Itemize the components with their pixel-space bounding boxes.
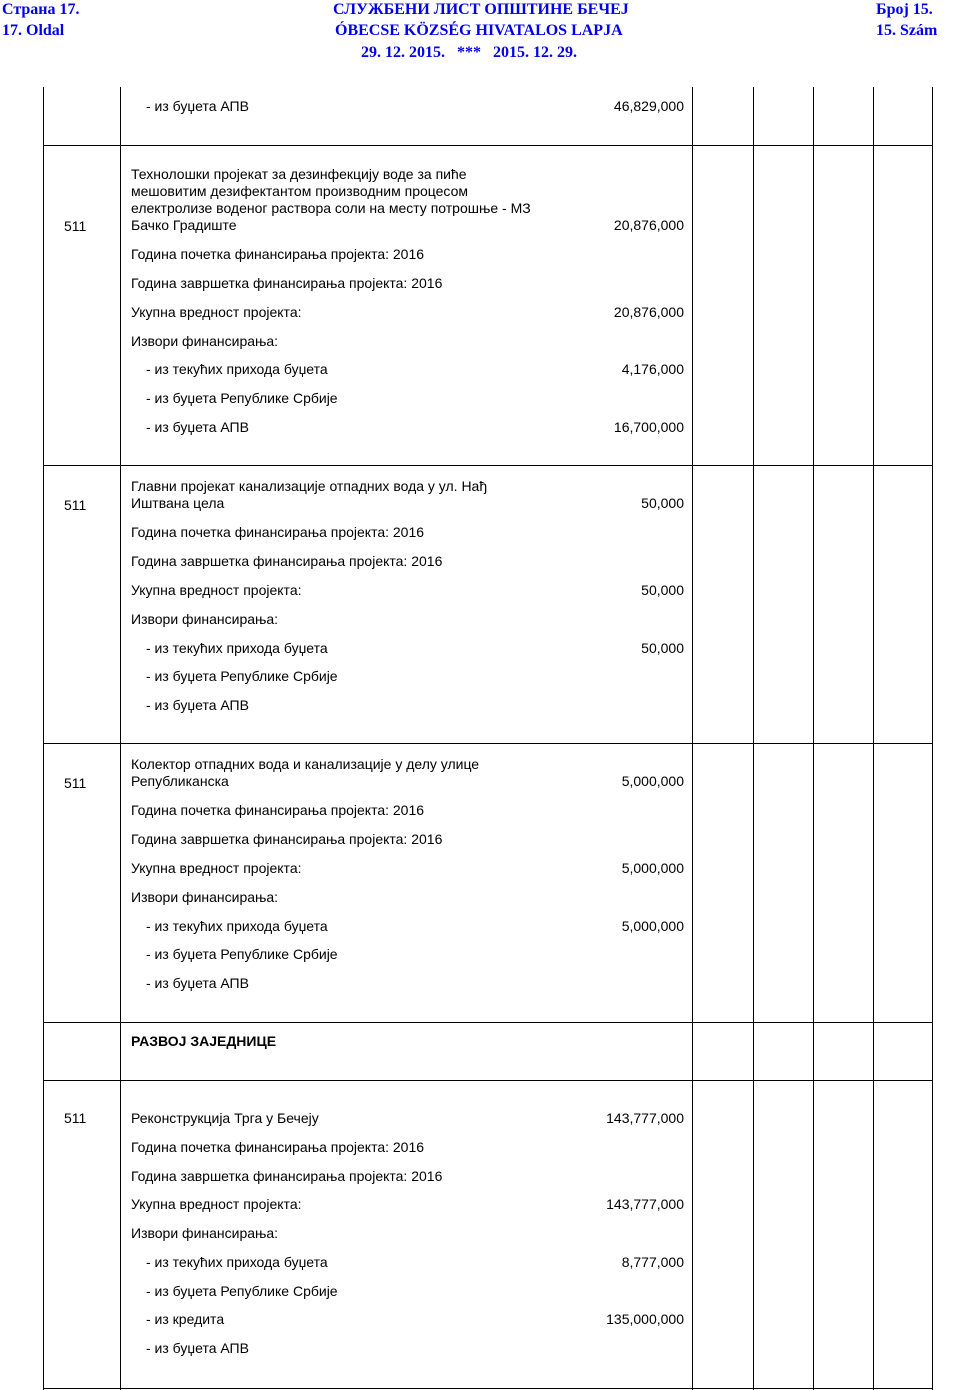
source-republic-label: - из буџета Републике Србије: [146, 1283, 338, 1299]
column-divider: [753, 87, 754, 1390]
total-value-label: Укупна вредност пројекта:: [131, 304, 302, 320]
funding-sources-label: Извори финансирања:: [131, 889, 279, 905]
page-number-sr: Страна 17.: [2, 1, 80, 18]
issue-number-sr: Број 15.: [876, 1, 933, 18]
funding-sources-label: Извори финансирања:: [131, 333, 279, 349]
source-republic-label: - из буџета Републике Србије: [146, 668, 338, 684]
funding-sources-label: Извори финансирања:: [131, 611, 279, 627]
end-year: Година завршетка финансирања пројекта: 2016: [131, 831, 443, 847]
start-year: Година почетка финансирања пројекта: 2016: [131, 1139, 425, 1155]
row-divider: [43, 1080, 932, 1081]
project-title-line: Технолошки пројекат за дезинфекцију воде за пиће: [131, 166, 467, 182]
project-amount: 5,000,000: [621, 773, 684, 789]
row-divider: [43, 465, 932, 466]
project-amount: 50,000: [641, 495, 684, 511]
total-value: 143,777,000: [606, 1196, 684, 1212]
project-title-line: Реконструкција Трга у Бечеју: [131, 1110, 319, 1126]
end-year: Година завршетка финансирања пројекта: 2016: [131, 553, 443, 569]
start-year: Година почетка финансирања пројекта: 2016: [131, 802, 425, 818]
source-budget-label: - из текућих прихода буџета: [146, 1254, 328, 1270]
source-loan-label: - из кредита: [146, 1311, 225, 1327]
row-divider: [43, 145, 932, 146]
project-amount: 143,777,000: [606, 1110, 684, 1126]
column-divider: [813, 87, 814, 1390]
project-title-line: мешовитим дезифектантом производним процесом: [131, 183, 468, 199]
source-loan-value: 135,000,000: [606, 1311, 684, 1327]
row-divider: [43, 1022, 932, 1023]
source-budget-label: - из текућих прихода буџета: [146, 361, 328, 377]
account-code: 511: [64, 497, 87, 513]
project-amount: 20,876,000: [613, 217, 684, 233]
source-apv-label: - из буџета АПВ: [146, 697, 249, 713]
source-budget-label: - из текућих прихода буџета: [146, 640, 328, 656]
total-value-label: Укупна вредност пројекта:: [131, 860, 302, 876]
project-title-line: Републиканска: [131, 773, 229, 789]
source-apv-label: - из буџета АПВ: [146, 419, 249, 435]
source-apv-label: - из буџета АПВ: [146, 98, 249, 114]
gazette-title-hu: ÓBECSE KÖZSÉG HIVATALOS LAPJA: [335, 22, 623, 39]
total-value: 50,000: [641, 582, 684, 598]
row-divider: [43, 743, 932, 744]
gazette-title-sr: СЛУЖБЕНИ ЛИСТ ОПШТИНЕ БЕЧЕЈ: [333, 1, 629, 18]
table-border-left: [43, 87, 44, 1390]
column-divider: [120, 87, 121, 1390]
start-year: Година почетка финансирања пројекта: 2016: [131, 524, 425, 540]
project-title-line: Колектор отпадних вода и канализације у делу улице: [131, 756, 480, 772]
project-title-line: Иштвана цела: [131, 495, 225, 511]
total-value-label: Укупна вредност пројекта:: [131, 582, 302, 598]
total-value: 20,876,000: [613, 304, 684, 320]
source-budget-value: 5,000,000: [621, 918, 684, 934]
project-title-line: Главни пројекат канализације отпадних вода у ул. Нађ: [131, 478, 488, 494]
source-budget-value: 50,000: [641, 640, 684, 656]
source-republic-label: - из буџета Републике Србије: [146, 390, 338, 406]
source-apv-value: 16,700,000: [613, 419, 684, 435]
source-republic-label: - из буџета Републике Србије: [146, 946, 338, 962]
source-apv-value: 46,829,000: [613, 98, 684, 114]
end-year: Година завршетка финансирања пројекта: 2016: [131, 275, 443, 291]
source-apv-label: - из буџета АПВ: [146, 1340, 249, 1356]
issue-number-hu: 15. Szám: [876, 22, 938, 39]
project-title-line: електролизе воденог раствора соли на месту потрошње - МЗ: [131, 200, 531, 216]
account-code: 511: [64, 775, 87, 791]
funding-sources-label: Извори финансирања:: [131, 1225, 279, 1241]
source-budget-value: 8,777,000: [621, 1254, 684, 1270]
column-divider: [692, 87, 693, 1390]
source-budget-value: 4,176,000: [621, 361, 684, 377]
account-code: 511: [64, 1110, 87, 1126]
gazette-date: 29. 12. 2015. *** 2015. 12. 29.: [361, 44, 577, 61]
total-value-label: Укупна вредност пројекта:: [131, 1196, 302, 1212]
section-heading: РАЗВОЈ ЗАЈЕДНИЦЕ: [131, 1033, 277, 1049]
source-apv-label: - из буџета АПВ: [146, 975, 249, 991]
source-budget-label: - из текућих прихода буџета: [146, 918, 328, 934]
column-divider: [873, 87, 874, 1390]
end-year: Година завршетка финансирања пројекта: 2016: [131, 1168, 443, 1184]
table-border-right: [932, 87, 933, 1390]
table-border-bottom: [43, 1388, 932, 1389]
total-value: 5,000,000: [621, 860, 684, 876]
start-year: Година почетка финансирања пројекта: 2016: [131, 246, 425, 262]
page-number-hu: 17. Oldal: [2, 22, 65, 39]
project-title-line: Бачко Градиште: [131, 217, 237, 233]
account-code: 511: [64, 218, 87, 234]
